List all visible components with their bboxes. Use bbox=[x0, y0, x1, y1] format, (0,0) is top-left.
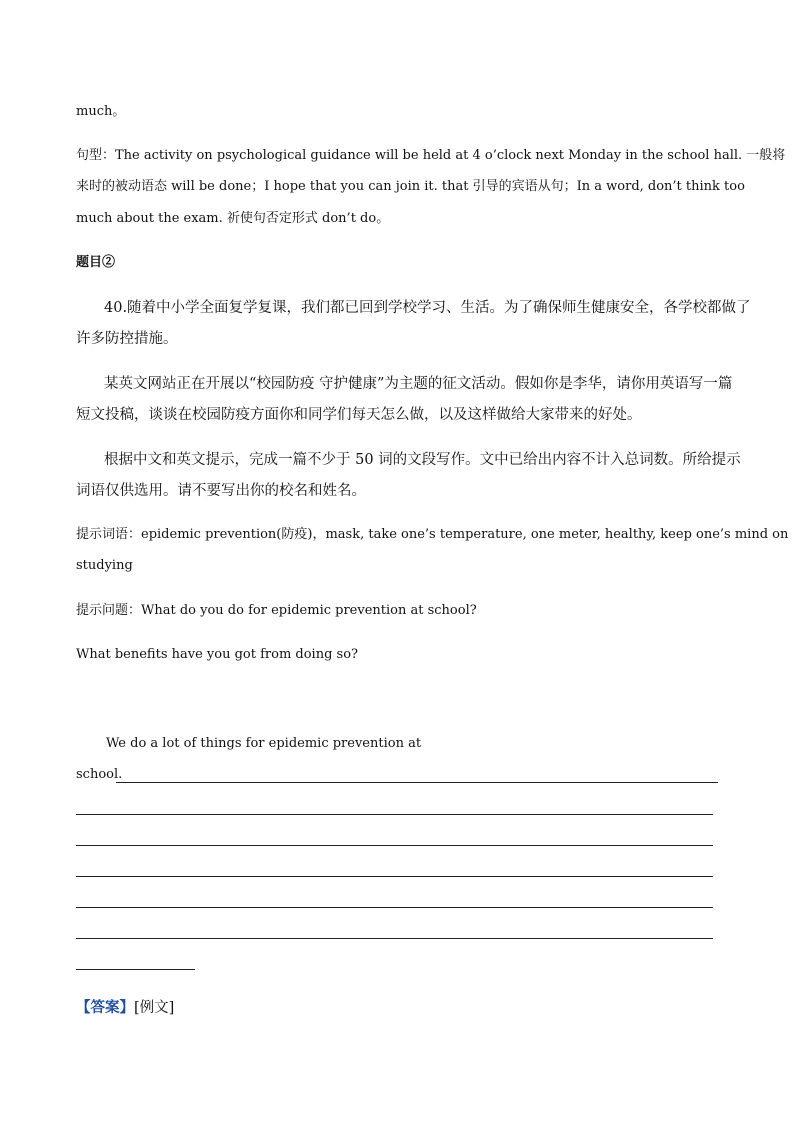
text-line: 某英文网站正在开展以“校园防疫 守护健康”为主题的征文活动。假如你是李华，请你用英语写一篇 bbox=[104, 376, 733, 392]
text-line: much。 bbox=[76, 104, 126, 119]
hint-words: 提示词语：epidemic prevention(防疫)，mask, take one’s temperature, one meter, healthy, keep one’s mind on bbox=[76, 527, 789, 542]
answer-line[interactable] bbox=[76, 814, 713, 815]
text-line: studying bbox=[76, 558, 133, 573]
writing-prompt-start: We do a lot of things for epidemic prevention at bbox=[106, 736, 422, 751]
answer-line[interactable] bbox=[76, 938, 713, 939]
answer-sample-label: [例文] bbox=[134, 1000, 175, 1016]
answer-line[interactable] bbox=[76, 969, 195, 970]
answer-line[interactable] bbox=[116, 782, 718, 783]
text-line: 词语仅供选用。请不要写出你的校名和姓名。 bbox=[76, 483, 366, 499]
answer-tag: 【答案】 bbox=[76, 999, 134, 1016]
text-line: 短文投稿，谈谈在校园防疫方面你和同学们每天怎么做，以及这样做给大家带来的好处。 bbox=[76, 407, 642, 423]
text-line: much about the exam. 祈使句否定形式 don’t do。 bbox=[76, 211, 390, 226]
answer-section bbox=[76, 998, 726, 1018]
text-line: 句型：The activity on psychological guidance will be held at 4 o’clock next Monday in the school hall. 一般将 bbox=[76, 148, 786, 163]
hint-question: What benefits have you got from doing so? bbox=[76, 647, 359, 662]
answer-line[interactable] bbox=[76, 845, 713, 846]
text-line: 许多防控措施。 bbox=[76, 331, 178, 347]
answer-line[interactable] bbox=[76, 907, 713, 908]
text-line: 来时的被动语态 will be done；I hope that you can join it. that 引导的宾语从句；In a word, don’t think too bbox=[76, 179, 745, 194]
text-line: 40.随着中小学全面复学复课，我们都已回到学校学习、生活。为了确保师生健康安全，各学校都做了 bbox=[104, 300, 751, 316]
hint-question: 提示问题：What do you do for epidemic prevention at school? bbox=[76, 603, 477, 618]
question-number-heading: 题目② bbox=[76, 255, 116, 270]
writing-prompt-continuation: school. bbox=[76, 767, 123, 782]
answer-line[interactable] bbox=[76, 876, 713, 877]
text-line: 根据中文和英文提示，完成一篇不少于 50 词的文段写作。文中已给出内容不计入总词数。所给提示 bbox=[104, 452, 741, 468]
